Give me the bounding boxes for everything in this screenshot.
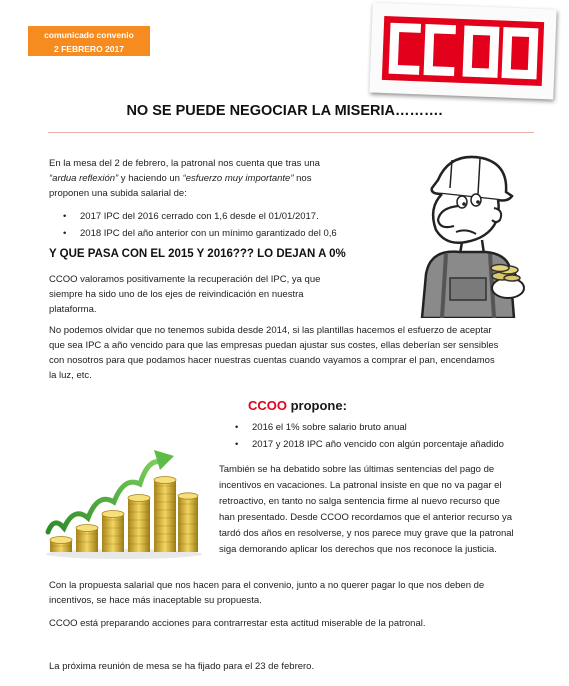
- intro-line-3: proponen una subida salarial de:: [49, 188, 187, 199]
- no-olvidar-paragraph: No podemos olvidar que no tenemos subida desde 2014, si las plantillas hacemos el esfuerzo de aceptar que sea IPC a año vencido para que las empresas puedan ajustar sus costes, ellas deberían ser sensibles con nosotros para que podamos hacer nuestras cuentas cuando vayamos a comprar el pan, encendamos la luz, etc.: [49, 325, 499, 381]
- propone-text: propone:: [287, 398, 347, 413]
- worker-with-coins-icon: [380, 150, 538, 318]
- worker-cartoon-illustration: [380, 150, 538, 318]
- sentencias-paragraph: También se ha debatido sobre las últimas sentencias del pago de incentivos en vacaciones. La patronal insiste en que no va pagar el retroactivo, en tanto no salga sentencia firme al nuevo recurso que han presentado. Desde CCOO recordamos que el anterior recurso ya tardó dos años en resolverse, y nos parece muy grave que la patronal siga demorando aplicar los derechos que nos reconoce la justicia.: [219, 464, 514, 555]
- list-item: • 2016 el 1% sobre salario bruto anual: [235, 422, 407, 433]
- badge-line-1: comunicado convenio: [44, 30, 134, 40]
- section-heading: Y QUE PASA CON EL 2015 Y 2016??? LO DEJAN A 0%: [49, 248, 346, 260]
- coin-growth-illustration: [44, 436, 204, 560]
- intro-line-1: En la mesa del 2 de febrero, la patronal nos cuenta que tras una: [49, 158, 320, 169]
- list-item: • 2017 IPC del 2016 cerrado con 1,6 desde el 01/01/2017.: [63, 211, 319, 222]
- intro-line-2: [49, 171, 369, 186]
- intro-mid: y haciendo un: [118, 173, 183, 184]
- salary-proposal-list: [58, 208, 378, 242]
- reunion-paragraph: La próxima reunión de mesa se ha fijado para el 23 de febrero.: [49, 661, 315, 672]
- quote-ardua: “ardua reflexión”: [49, 173, 119, 184]
- ccoo-logo-card: [369, 3, 556, 100]
- propuesta-paragraph: Con la propuesta salarial que nos hacen para el convenio, junto a no querer pagar lo que nos deben de incentivos, se hace más inaceptable su propuesta.: [49, 580, 485, 606]
- badge-line-2: 2 FEBRERO 2017: [54, 44, 124, 54]
- page-title: NO SE PUEDE NEGOCIAR LA MISERIA……….: [126, 103, 443, 119]
- title-divider: [48, 132, 534, 133]
- intro-paragraph: [49, 156, 369, 201]
- ccoo-proposal-list: [230, 419, 550, 453]
- acciones-paragraph: CCOO está preparando acciones para contrarrestar esta actitud miserable de la patronal.: [49, 618, 426, 629]
- list-item: • 2018 IPC del año anterior con un mínimo garantizado del 0,6: [63, 228, 337, 239]
- ccoo-paragraph: CCOO valoramos positivamente la recuperación del IPC, ya que siempre ha sido uno de los ejes de reivindicación en nuestra plataforma.: [49, 274, 321, 315]
- ccoo-logo-letters: [382, 16, 544, 86]
- propone-heading: [248, 398, 347, 413]
- intro-end: nos: [293, 173, 312, 184]
- ccoo-logo: [382, 16, 544, 86]
- propone-brand: CCOO: [248, 398, 287, 413]
- quote-esfuerzo: “esfuerzo muy importante”: [182, 173, 294, 184]
- list-item: • 2017 y 2018 IPC año vencido con algún porcentaje añadido: [235, 439, 504, 450]
- document-badge: [28, 26, 150, 56]
- coin-stacks-growth-icon: [44, 436, 204, 560]
